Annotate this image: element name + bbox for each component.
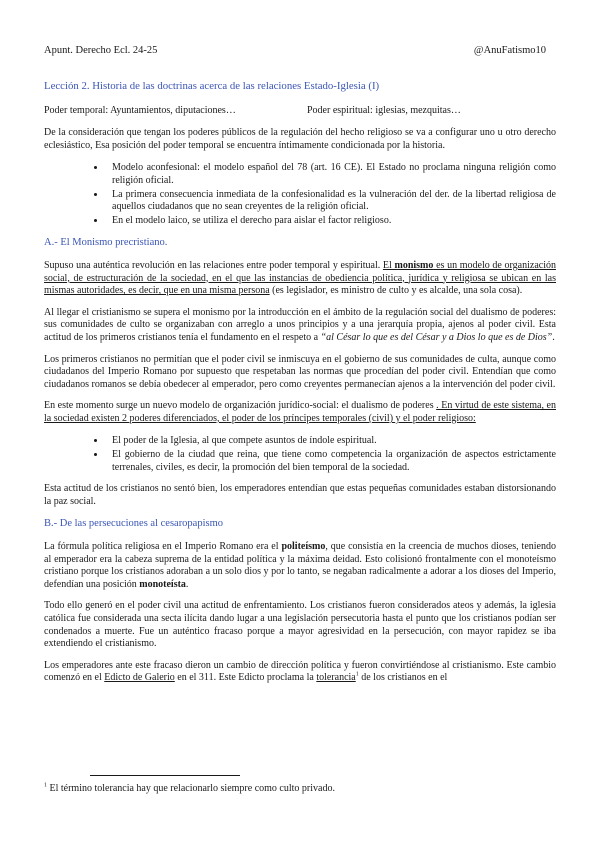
footnote-ref[interactable]: 1 — [355, 672, 359, 679]
actitud-paragraph: Esta actitud de los cristianos no sentó bien, los emperadores entendían que estas pequeñas comunidades estaban distorsionando la paz social. — [44, 483, 556, 507]
footnote-text: El término tolerancia hay que relacionarlo siempre como culto privado. — [47, 783, 335, 794]
term-tolerancia: tolerancia — [316, 672, 356, 684]
page-content — [44, 80, 556, 694]
list-item: • Modelo aconfesional: el modelo español del 78 (art. 16 CE). El Estado no proclama ninguna religión como religión oficial. — [106, 161, 556, 187]
list-item: • En el modelo laico, se utiliza el derecho para aislar el factor religioso. — [106, 214, 556, 228]
section-heading-a: A.- El Monismo precristiano. — [44, 237, 168, 249]
spiritual-power: Poder espiritual: iglesias, mezquitas… — [307, 104, 461, 116]
models-list — [44, 161, 556, 227]
intro-paragraph: De la consideración que tengan los poderes públicos de la regulación del hecho religioso se va a configurar uno u otro derecho eclesiástico, Esa posición del poder temporal se encuentra íntimamente condicionada por la historia. — [44, 127, 556, 151]
header-course: Apunt. Derecho Ecl. 24-25 — [44, 45, 158, 56]
header-author: @AnuFatismo10 — [473, 45, 546, 56]
list-item: • El poder de la Iglesia, al que compete asuntos de índole espiritual. — [106, 434, 556, 448]
footnote-number: 1 — [44, 782, 47, 789]
page-header — [44, 45, 546, 56]
lesson-title: Lección 2. Historia de las doctrinas acerca de las relaciones Estado-Iglesia (I) — [44, 80, 380, 92]
footnote-divider — [90, 775, 240, 776]
cristianismo-paragraph: Al llegar el cristianismo se supera el monismo por la introducción en el ámbito de la regulación social del dualismo de poderes: sus comunidades de culto se organizaban con arreglo a unos principios y a una jerarquía propia, ajenos al poder civil. Esta actitud de los primeros cristianos tenía el fundamento en el respeto a “al César lo que es del César y a Dios lo que es de Dios”. — [44, 306, 556, 343]
edicto-galerio: Edicto de Galerio — [104, 672, 175, 684]
poderes-list — [44, 434, 556, 474]
term-monoteista: monoteísta — [139, 578, 186, 590]
list-item: • La primera consecuencia inmediata de la confesionalidad es la vulneración del der. de la libertad religiosa de aquellos ciudadanos que no sean creyentes de la religión oficial. — [106, 188, 556, 214]
monismo-paragraph: Supuso una auténtica revolución en las relaciones entre poder temporal y espiritual. El monismo es un modelo de organización social, de estructuración de la sociedad, en el que las instancias de obediencia política, jurídica y religiosa se ubican en las mismas autoridades, es decir, que en una misma persona (es legislador, es ministro de culto y es alcalde, una sola cosa). — [44, 259, 556, 297]
quote-cesar: “al César lo que es del César y a Dios lo que es de Dios” — [320, 331, 553, 343]
term-monismo: monismo — [394, 259, 434, 271]
politeismo-paragraph: La fórmula política religiosa en el Imperio Romano era el politeísmo, que consistía en la creencia de muchos dioses, teniendo al emperador era la cabeza suprema de la entidad política y la máxima deidad. Esto colisionó frontalmente con el monoteísmo cristiano porque los cristianos adoraban a un solo dios y por lo tanto, se negaban radicalmente a adorar a los dioses del Imperio, defendían una posición monoteísta. — [44, 541, 556, 590]
edicto-paragraph: Los emperadores ante este fracaso dieron un cambio de dirección política y fueron convirtiéndose al cristianismo. Este cambio comenzó en el Edicto de Galerio en el 311. Este Edicto proclama la tolerancia$^1$ de los cristianos en el — [44, 659, 556, 684]
primeros-cristianos-paragraph: Los primeros cristianos no permitían que el poder civil se inmiscuya en el gobierno de sus comunidades de culta, aunque como ciudadanos del Imperio Romano por supuesto que respetaban las normas que procedían del poder civil. Entendían que como ciudadanos romanos se debía obedecer al emperador, pero como creyentes permanecían ajenos a la intervención del poder civil. — [44, 353, 556, 390]
temporal-power: Poder temporal: Ayuntamientos, diputaciones… — [44, 104, 236, 116]
powers-line — [44, 105, 556, 118]
dualismo-paragraph: En este momento surge un nuevo modelo de organización jurídico-social: el dualismo de poderes . En virtud de este sistema, en la sociedad existen 2 poderes diferenciados, el poder de los príncipes temporales (civil) y el poder religioso: — [44, 400, 556, 424]
list-item: • El gobierno de la ciudad que reina, que tiene como competencia la organización de aspectos estrictamente terrenales, civiles, es decir, la promoción del bien temporal de la sociedad. — [106, 448, 556, 474]
enfrentamiento-paragraph: Todo ello generó en el poder civil una actitud de enfrentamiento. Los cristianos fueron considerados ateos y además, la iglesia católica fue considerada una secta ilícita dando lugar a una legislación persecutoria hasta el punto que los cristianos podían ser condenados a muerte. Fue un auténtico fracaso porque a mayor agresividad en la persecución, con mayor rapidez se iba extendiendo el cristianismo. — [44, 600, 556, 650]
footnote — [44, 783, 556, 795]
section-heading-b: B.- De las persecuciones al cesaropapismo — [44, 518, 224, 530]
term-politeismo: politeísmo — [281, 541, 326, 553]
